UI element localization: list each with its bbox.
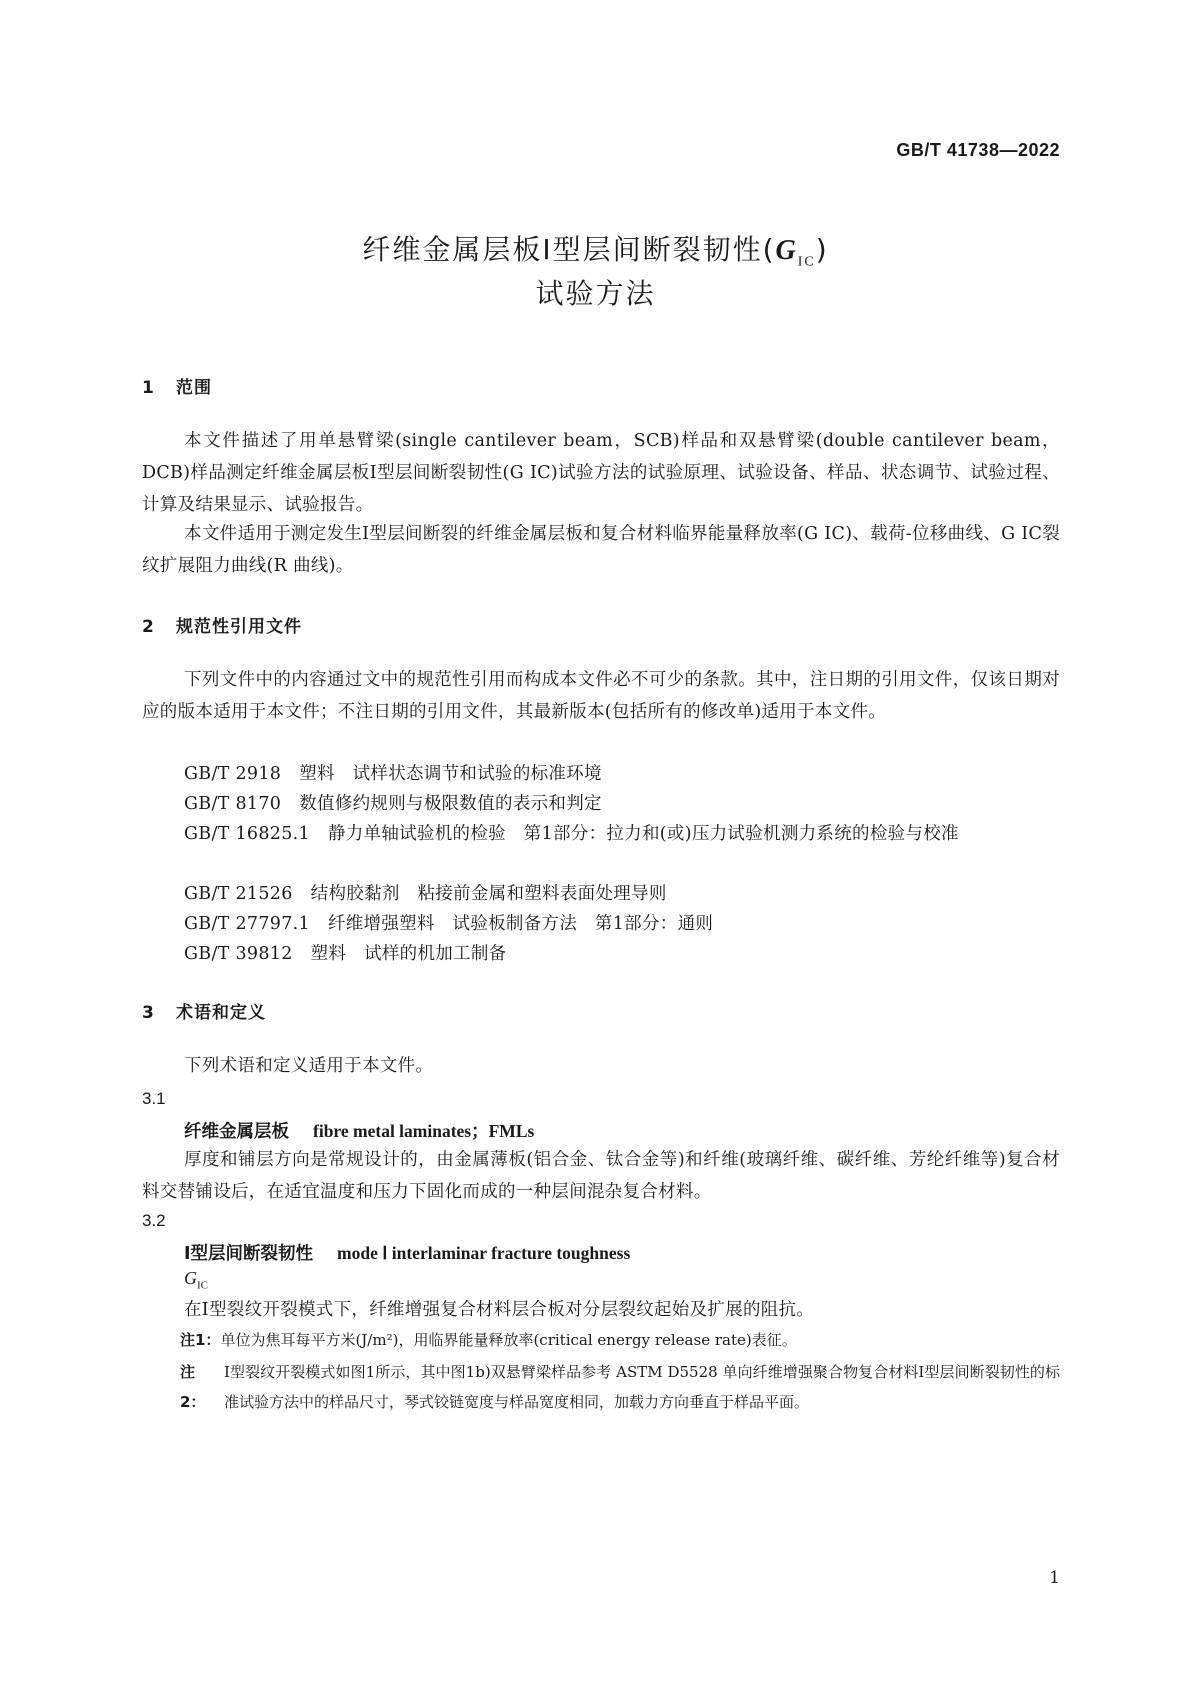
title-symbol: G <box>775 235 798 266</box>
reference-item <box>184 908 713 940</box>
term-en: fibre metal laminates；FMLs <box>313 1121 535 1141</box>
section-number: 2 <box>142 617 155 637</box>
reference-item <box>184 788 602 820</box>
normative-intro: 下列文件中的内容通过文中的规范性引用而构成本文件必不可少的条款。其中，注日期的引用文件，仅该日期对应的版本适用于本文件；不注日期的引用文件，其最新版本(包括所有的修改单)适用于本文件。 <box>142 670 1060 722</box>
section-title: 范围 <box>176 378 212 398</box>
reference-code: GB/T 2918 <box>184 764 282 784</box>
reference-title: 塑料 试样状态调节和试验的标准环境 <box>299 764 602 784</box>
standard-number: GB/T 41738—2022 <box>896 140 1060 160</box>
reference-item <box>142 818 1060 850</box>
section-heading-2 <box>142 612 302 637</box>
reference-title: 静力单轴试验机的检验 第1部分：拉力和(或)压力试验机测力系统的检验与校准 <box>327 824 959 844</box>
symbol-letter: G <box>184 1268 197 1288</box>
reference-item <box>184 938 506 970</box>
page-number: 1 <box>1049 1568 1060 1588</box>
section-title: 术语和定义 <box>176 1003 266 1023</box>
section-number: 3 <box>142 1003 155 1023</box>
reference-title: 塑料 试样的机加工制备 <box>310 944 507 964</box>
term-symbol <box>184 1268 208 1292</box>
term-number: 3.1 <box>142 1089 166 1108</box>
title-text: 纤维金属层板Ⅰ型层间断裂韧性( <box>362 233 776 266</box>
term-heading <box>184 1240 630 1265</box>
term-number: 3.2 <box>142 1211 166 1230</box>
symbol-subscript: IC <box>197 1279 208 1292</box>
terms-intro: 下列术语和定义适用于本文件。 <box>184 1056 434 1076</box>
term-zh: Ⅰ型层间断裂韧性 <box>184 1244 314 1264</box>
reference-title: 数值修约规则与极限数值的表示和判定 <box>299 794 602 814</box>
section-heading-3 <box>142 998 266 1023</box>
reference-title: 结构胶黏剂 粘接前金属和塑料表面处理导则 <box>310 884 667 904</box>
document-title-line1 <box>0 228 1191 271</box>
reference-item <box>184 878 667 910</box>
term-definition: 厚度和铺层方向是常规设计的，由金属薄板(铝合金、钛合金等)和纤维(玻璃纤维、碳纤维、芳纶纤维等)复合材料交替铺设后，在适宜温度和压力下固化而成的一种层间混杂复合材料。 <box>142 1150 1060 1202</box>
reference-code: GB/T 8170 <box>184 794 282 814</box>
section-heading-1 <box>142 373 212 398</box>
reference-code: GB/T 21526 <box>184 884 293 904</box>
scope-paragraph-2: 本文件适用于测定发生Ⅰ型层间断裂的纤维金属层板和复合材料临界能量释放率(G IC)、载荷-位移曲线、G IC裂纹扩展阻力曲线(R 曲线)。 <box>142 524 1060 576</box>
note-label: 注2： <box>180 1363 206 1411</box>
term-en: mode Ⅰ interlaminar fracture toughness <box>337 1243 631 1263</box>
reference-code: GB/T 16825.1 <box>184 824 310 844</box>
reference-code: GB/T 27797.1 <box>184 914 310 934</box>
note-label: 注1： <box>180 1331 221 1349</box>
note-2-label <box>180 1357 220 1417</box>
title-text-end: ) <box>815 233 829 266</box>
reference-item <box>184 758 602 790</box>
title-subscript: IC <box>797 254 816 270</box>
term-heading <box>184 1118 534 1143</box>
term-zh: 纤维金属层板 <box>184 1122 289 1142</box>
reference-title: 纤维增强塑料 试验板制备方法 第1部分：通则 <box>327 914 714 934</box>
note-text: 单位为焦耳每平方米(J/m²)，用临界能量释放率(critical energy release rate)表征。 <box>220 1331 797 1349</box>
section-title: 规范性引用文件 <box>176 617 302 637</box>
scope-paragraph-1: 本文件描述了用单悬臂梁(single cantilever beam，SCB)样品和双悬臂梁(double cantilever beam，DCB)样品测定纤维金属层板Ⅰ型层间断裂韧性(G IC)试验方法的试验原理、试验设备、样品、状态调节、试验过程、计算及结果显示、试验报告。 <box>142 431 1060 515</box>
section-number: 1 <box>142 378 155 398</box>
document-title-line2: 试验方法 <box>535 277 656 310</box>
note-2-text: Ⅰ型裂纹开裂模式如图1所示，其中图1b)双悬臂梁样品参考 ASTM D5528 单向纤维增强聚合物复合材料Ⅰ型层间断裂韧性的标准试验方法中的样品尺寸，琴式铰链宽度与样品宽度相同，加载力方向垂直于样品平面。 <box>224 1363 1060 1411</box>
note-1 <box>180 1325 1060 1355</box>
term-definition: 在Ⅰ型裂纹开裂模式下，纤维增强复合材料层合板对分层裂纹起始及扩展的阻抗。 <box>184 1300 815 1320</box>
reference-code: GB/T 39812 <box>184 944 293 964</box>
